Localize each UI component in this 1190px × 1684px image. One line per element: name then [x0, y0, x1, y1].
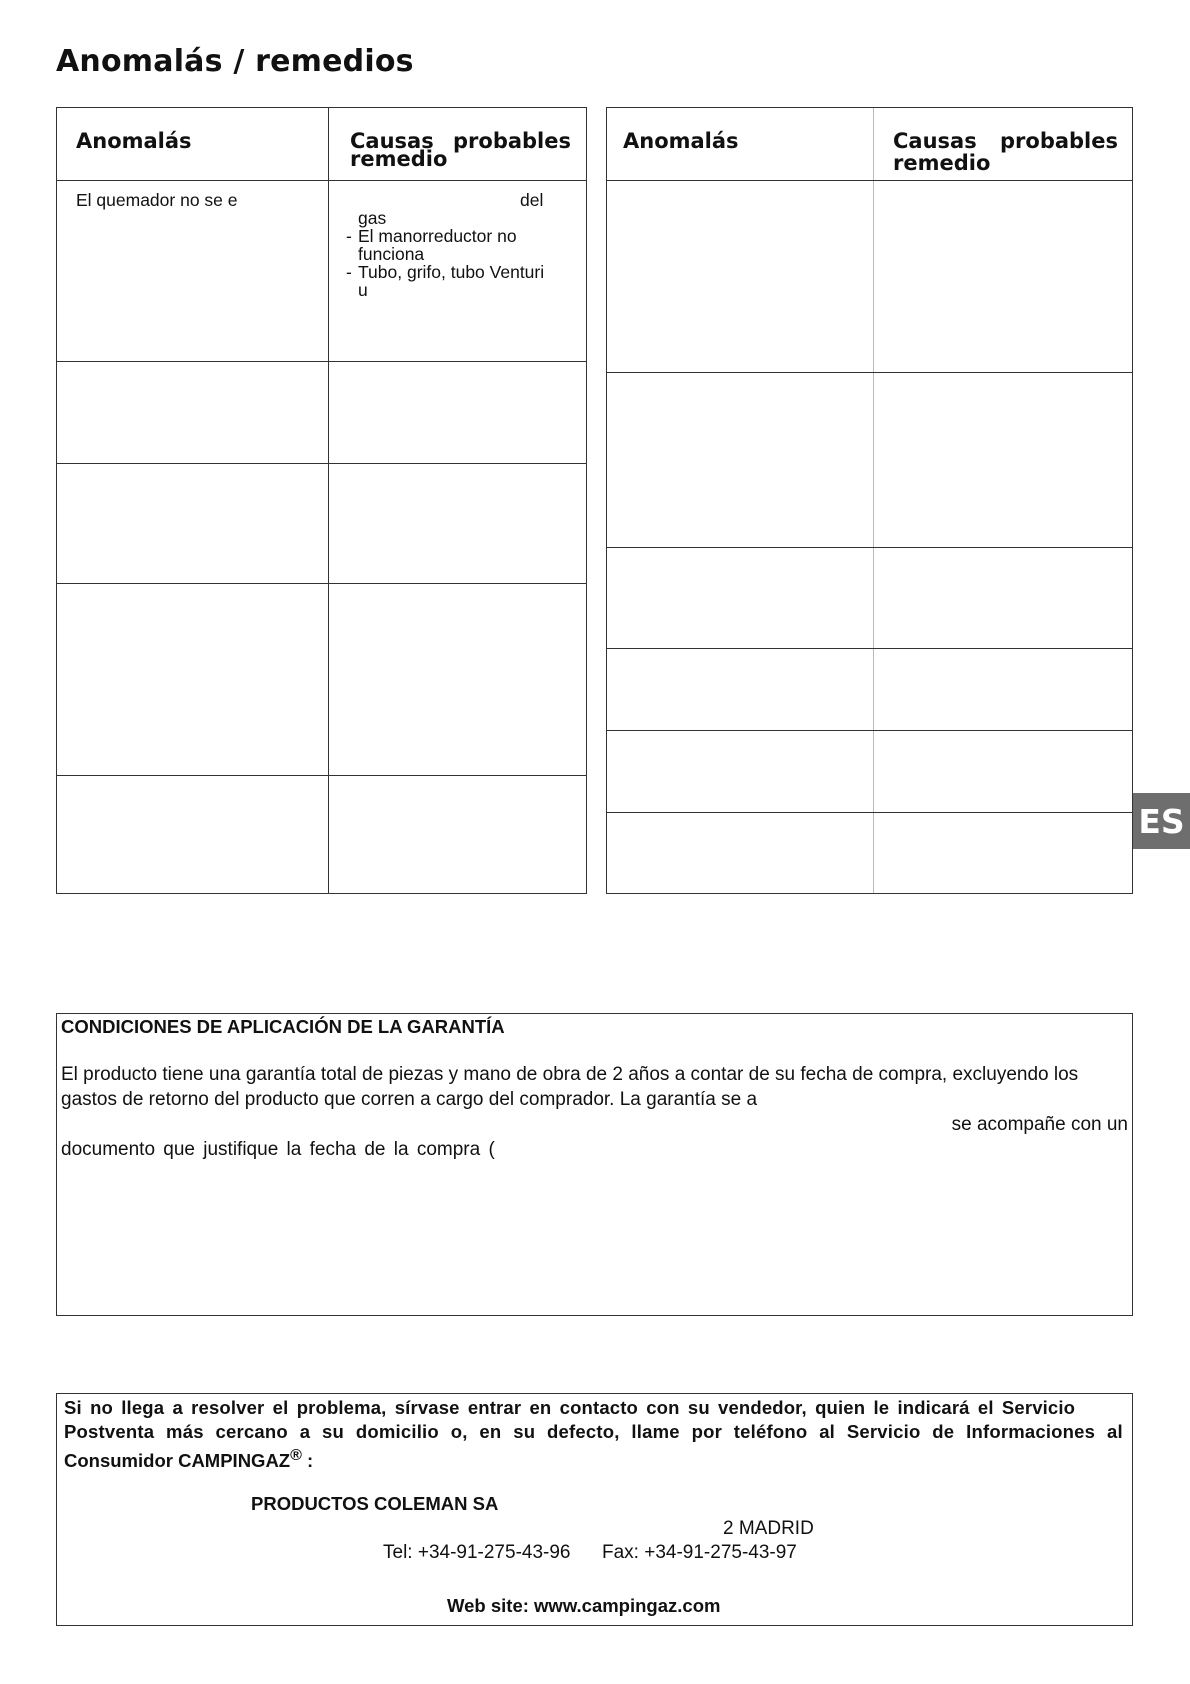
warranty-text-line-2: gastos de retorno del producto que corren a cargo del comprador. La garantía se a — [61, 1089, 758, 1110]
contact-box — [56, 1393, 1133, 1626]
header-divider — [57, 180, 586, 181]
row-1-causes-top-right: del — [520, 190, 544, 210]
contact-line-2 — [64, 1420, 1123, 1444]
header-word: probables — [453, 129, 571, 153]
company-city: 2 MADRID — [723, 1518, 814, 1539]
header-word: probables — [1000, 129, 1118, 153]
row-divider — [607, 372, 1132, 373]
contact-line-2-text: Postventa más cercano a su domicilio o, en su defecto, llame por teléfono al Servicio de Informaciones al — [64, 1421, 1123, 1442]
row-1-problem: El quemador no se e — [76, 190, 238, 210]
contact-line-3 — [64, 1444, 1123, 1473]
row-divider — [57, 775, 586, 776]
header-word: Causas — [893, 129, 977, 153]
row-divider — [607, 547, 1132, 548]
contact-line-3-end: : — [301, 1450, 314, 1472]
contact-paragraph — [64, 1396, 1123, 1473]
contact-line-1 — [64, 1396, 1123, 1420]
cause-line — [346, 281, 576, 299]
cause-line — [346, 245, 576, 263]
row-divider — [607, 812, 1132, 813]
header-word: Causas — [350, 129, 434, 153]
column-header-causes — [350, 131, 571, 169]
cause-text: El manorreductor no — [358, 226, 517, 246]
language-tab-es: ES — [1133, 793, 1190, 849]
cause-dash: - — [346, 226, 352, 246]
warranty-text-line-3: se acompañe con un — [951, 1114, 1128, 1135]
column-header-causes — [893, 131, 1118, 173]
row-divider — [57, 463, 586, 464]
header-line-2: remedio — [350, 147, 448, 171]
warranty-text-line-4: documento que justifique la fecha de la compra ( — [61, 1139, 495, 1160]
row-divider — [57, 361, 586, 362]
cause-text: Tubo, grifo, tubo Venturi — [358, 262, 545, 282]
cause-line — [346, 227, 576, 245]
page-title: Anomalás / remedios — [56, 44, 414, 79]
contact-line-1-text: Si no llega a resolver el problema, sírvase entrar en contacto con su vendedor, quien le indicará el Servicio — [64, 1397, 1076, 1418]
company-fax: Fax: +34-91-275-43-97 — [602, 1542, 797, 1563]
column-header-anomalies: Anomalás — [76, 129, 192, 153]
warranty-conditions-box — [56, 1013, 1133, 1316]
cause-text: gas — [358, 208, 387, 228]
column-divider — [873, 108, 874, 893]
right-troubleshooting-table — [606, 107, 1133, 894]
warranty-text-line-1: El producto tiene una garantía total de piezas y mano de obra de 2 años a contar de su fecha de compra, excluyendo los — [61, 1064, 1079, 1085]
cause-line — [346, 263, 576, 281]
row-divider — [607, 648, 1132, 649]
cause-dash: - — [346, 262, 352, 282]
warranty-heading: CONDICIONES DE APLICACIÓN DE LA GARANTÍA — [61, 1016, 505, 1037]
column-header-anomalies: Anomalás — [623, 129, 739, 153]
cause-line — [346, 209, 576, 227]
row-divider — [57, 583, 586, 584]
left-troubleshooting-table — [56, 107, 587, 894]
cause-text: u — [358, 280, 368, 300]
cause-text: funciona — [358, 244, 425, 264]
header-line-2: remedio — [893, 151, 991, 175]
row-1-causes — [346, 209, 576, 299]
company-tel: Tel: +34-91-275-43-96 — [383, 1542, 571, 1563]
header-divider — [607, 180, 1132, 181]
contact-line-3-text: Consumidor CAMPINGAZ — [64, 1450, 291, 1472]
company-name: PRODUCTOS COLEMAN SA — [251, 1493, 499, 1514]
company-website: Web site: www.campingaz.com — [447, 1595, 721, 1616]
registered-mark: ® — [290, 1447, 302, 1464]
row-divider — [607, 730, 1132, 731]
